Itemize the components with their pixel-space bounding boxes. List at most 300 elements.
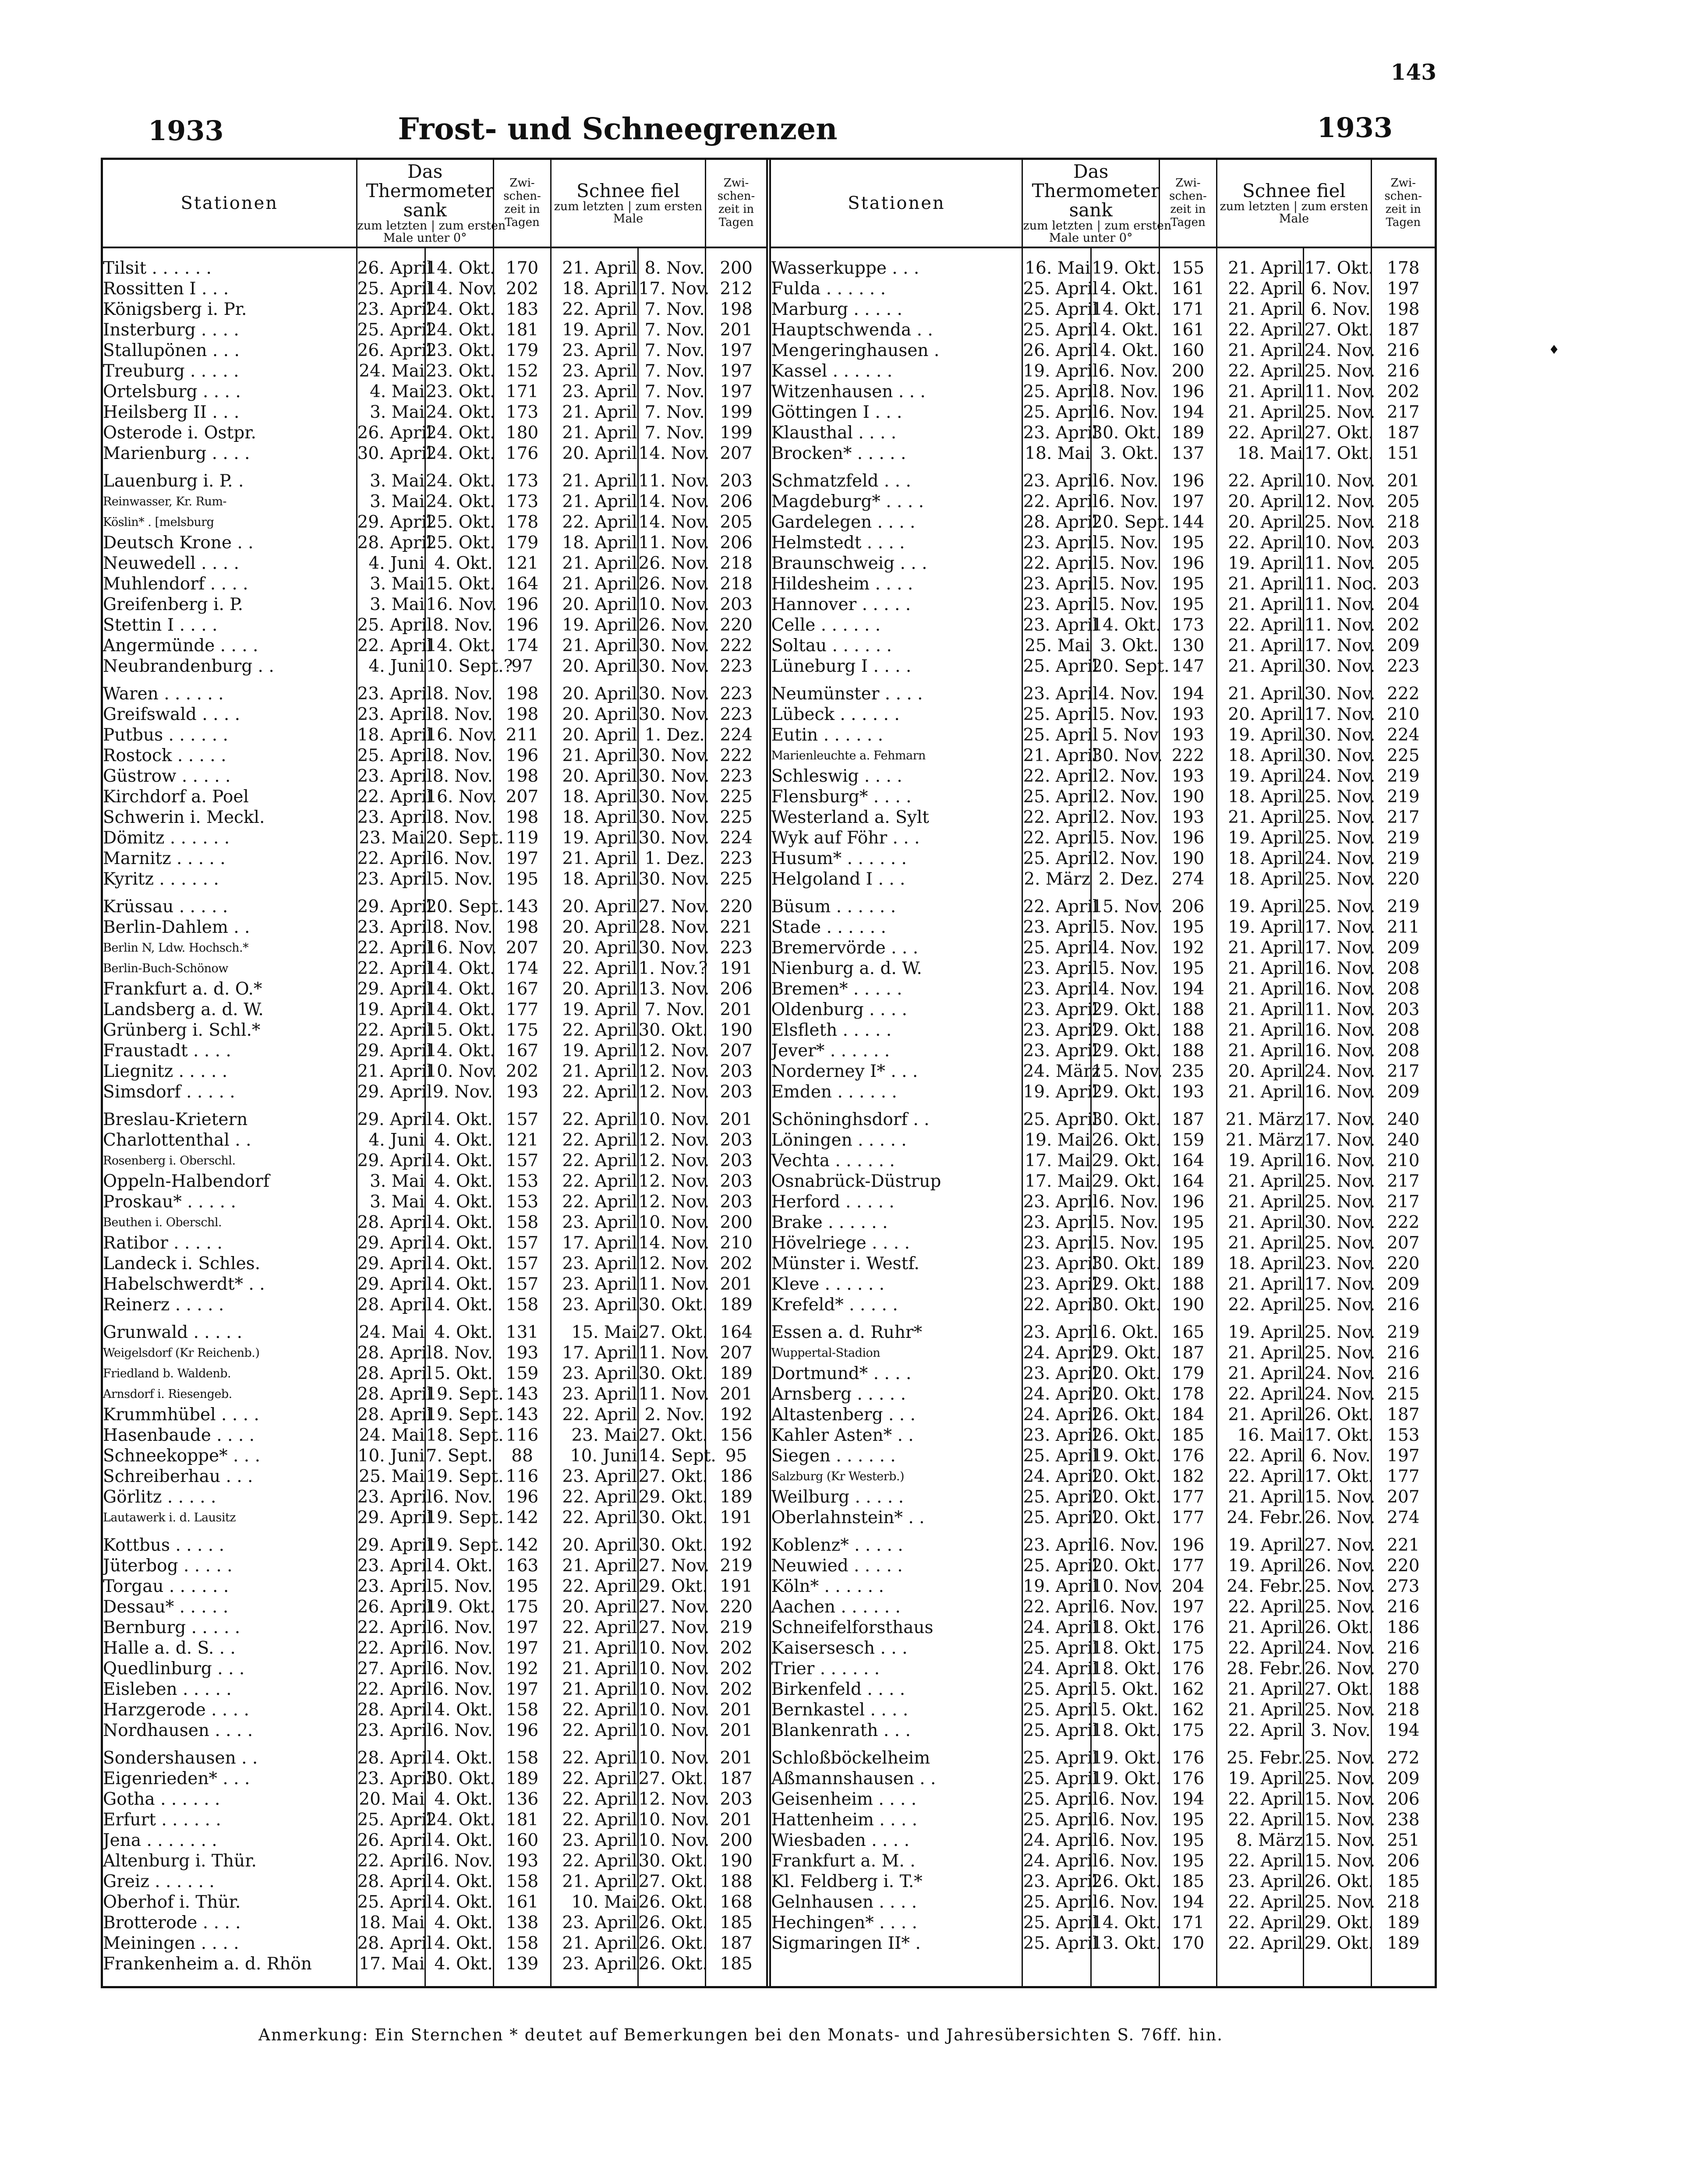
interval-days: 137 xyxy=(1159,443,1216,464)
sub-zuerst: zum ersten xyxy=(438,219,506,233)
thermo-last: 25. April xyxy=(1023,1789,1098,1809)
thermo-first: 5. Nov. xyxy=(425,869,494,889)
leader-dots: . . . . . . xyxy=(822,1213,888,1232)
sub-zuerst: zum ersten xyxy=(1301,199,1369,213)
snow-interval-days: 186 xyxy=(705,1466,769,1487)
snow-interval-days: 203 xyxy=(1387,574,1420,594)
station-name: Hasenbaude . . . . xyxy=(103,1425,357,1446)
station-name: Weigelsdorf (Kr Reichenb.) xyxy=(103,1343,357,1363)
leader-dots: . . . . xyxy=(196,705,240,724)
station-name: Koblenz* . . . . . xyxy=(769,1535,1022,1556)
interval-days: 181 xyxy=(493,320,551,340)
table-row xyxy=(103,1933,1435,1954)
snow-first: 10. Nov. xyxy=(638,1638,710,1658)
snow-interval-days: 203 xyxy=(705,1789,769,1810)
sub-zuletzt: zum letzten xyxy=(554,199,624,213)
thermo-last: 25. April xyxy=(1023,938,1098,958)
snow-first: 10. Nov. xyxy=(638,1748,710,1768)
snow-first: 11. Nov. xyxy=(1304,554,1376,573)
snow-interval-days: 216 xyxy=(1387,341,1420,360)
thermo-first: 5. Nov. xyxy=(425,1576,494,1597)
thermo-last: 17. Mai xyxy=(1022,1171,1091,1192)
station-name: Jena . . . . . . . xyxy=(103,1830,357,1851)
table-row xyxy=(103,1192,1435,1212)
leader-dots: . . . . . . xyxy=(155,1789,220,1809)
thermo-first: 15. Nov. xyxy=(1092,1062,1163,1081)
snow-last: 21. April xyxy=(1217,381,1304,402)
thermo-title: Das Thermometer sank xyxy=(1032,160,1160,221)
interval-days: 211 xyxy=(493,725,551,745)
thermo-first: 14. Nov. xyxy=(426,279,497,299)
interval-days: 158 xyxy=(493,1933,551,1954)
snow-first: 10. Nov. xyxy=(638,595,710,614)
snow-last: 21. April xyxy=(551,1658,638,1679)
snow-last: 22. April xyxy=(1217,1597,1304,1617)
table-row xyxy=(103,787,1435,807)
snow-last: 22. April xyxy=(1217,1638,1304,1658)
snow-first: 26. Nov. xyxy=(638,554,710,573)
station-name: Schöninghsdorf . . xyxy=(769,1109,1022,1130)
thermo-first: 30. Okt. xyxy=(1092,1110,1161,1129)
thermo-first: 15. Nov. xyxy=(1092,897,1163,917)
interval-days: 189 xyxy=(1159,1253,1216,1274)
leader-dots: . . . . xyxy=(873,1892,917,1912)
station-name: Weilburg . . . . . xyxy=(769,1487,1022,1507)
thermo-first: 30. Okt. xyxy=(1092,1254,1161,1274)
station-name: Kaisersesch . . . xyxy=(769,1638,1022,1658)
leader-dots: . . . . xyxy=(211,1425,255,1445)
leader-dots: . . . . xyxy=(872,512,916,532)
snow-first: 10. Nov. xyxy=(1304,533,1376,553)
station-name: Bremervörde . . . xyxy=(769,938,1022,958)
snow-first: 7. Nov. xyxy=(638,361,705,381)
snow-interval-days: 220 xyxy=(705,1597,769,1617)
interval-days: 184 xyxy=(1159,1404,1216,1425)
station-name: Wasserkuppe . . . xyxy=(769,258,1022,279)
table-row xyxy=(103,828,1435,848)
station-name: Hattenheim . . . . xyxy=(769,1810,1022,1830)
thermo-last: 23. April xyxy=(1023,959,1098,978)
interval-days: 198 xyxy=(493,684,551,704)
snow-first: 10. Nov. xyxy=(638,1810,710,1830)
snow-interval-days: 201 xyxy=(705,1810,769,1830)
snow-last: 23. April xyxy=(551,1274,638,1295)
snow-last: 24. Febr. xyxy=(1217,1507,1304,1528)
snow-first: 14. Nov. xyxy=(638,512,710,532)
thermo-last: 23. April xyxy=(357,869,432,889)
thermo-last: 23. April xyxy=(357,684,432,704)
station-name: Osterode i. Ostpr. xyxy=(103,423,357,443)
thermo-first: 6. Nov. xyxy=(425,1851,494,1871)
thermo-first: 24. Okt. xyxy=(426,402,495,422)
leader-dots: . . . . . xyxy=(173,897,228,917)
leader-dots: . . . . xyxy=(216,1405,259,1425)
thermo-last: 23. April xyxy=(1023,471,1098,491)
snow-interval-days: 203 xyxy=(1387,533,1420,553)
interval-days: 187 xyxy=(1159,1343,1216,1363)
snow-first: 30. Nov. xyxy=(638,828,710,848)
thermo-first: 30. Okt. xyxy=(426,1769,495,1789)
interval-days: 183 xyxy=(493,299,551,320)
station-name: Witzenhausen . . . xyxy=(769,381,1022,402)
snow-interval-days: 222 xyxy=(705,745,769,766)
thermo-first: 30. Nov. xyxy=(1092,746,1163,766)
sub-zuletzt: zum letzten xyxy=(1023,219,1093,233)
table-row xyxy=(103,1830,1435,1851)
thermo-last: 25. April xyxy=(1023,849,1098,868)
snow-interval-days: 197 xyxy=(1387,279,1420,299)
snow-last: 22. April xyxy=(1217,279,1304,299)
interval-days: 190 xyxy=(1159,1295,1216,1315)
snow-first: 10. Nov. xyxy=(638,1213,710,1232)
thermo-last: 22. April xyxy=(357,849,432,868)
snow-first: 24. Nov. xyxy=(1304,1384,1376,1404)
thermo-last: 25. April xyxy=(1023,1892,1098,1912)
thermo-first: 6. Nov. xyxy=(425,1617,494,1638)
table-row xyxy=(103,807,1435,828)
snow-interval-days: 191 xyxy=(705,958,769,979)
snow-last: 20. April xyxy=(1217,491,1304,512)
thermo-first: 24. Okt. xyxy=(426,423,495,443)
snow-last: 22. April xyxy=(551,1720,638,1741)
snow-first: 10. Nov. xyxy=(638,1721,710,1740)
snow-last: 18. April xyxy=(1217,1253,1304,1274)
thermo-first: 2. Nov. xyxy=(1091,766,1160,787)
snow-interval-days: 189 xyxy=(1387,1933,1420,1953)
snow-first: 27. Nov. xyxy=(1304,1535,1376,1555)
snow-last: 23. April xyxy=(551,1212,638,1233)
thermo-last: 22. April xyxy=(357,959,432,978)
thermo-last: 17. Mai xyxy=(357,1954,425,1974)
snow-last: 21. April xyxy=(1217,1192,1304,1212)
leader-dots: . . . xyxy=(217,1769,250,1789)
thermo-last: 25. April xyxy=(1023,1508,1098,1528)
interval-days: 197 xyxy=(493,1617,551,1638)
station-name: Dömitz . . . . . . xyxy=(103,828,357,848)
table-row xyxy=(103,1082,1435,1102)
snow-first: 25. Nov. xyxy=(1304,402,1376,422)
thermo-last: 28. April xyxy=(1023,512,1098,532)
table-row xyxy=(103,1212,1435,1233)
snow-first: 6. Nov. xyxy=(1304,279,1371,299)
thermo-first: 18. Okt. xyxy=(1092,1721,1161,1740)
interval-days: 198 xyxy=(493,766,551,787)
thermo-first: 15. Okt. xyxy=(426,574,495,594)
station-name: Kleve . . . . . . xyxy=(769,1274,1022,1295)
snow-last: 20. April xyxy=(551,766,638,787)
col-header-snow-left: Schnee fiel zum letzten | zum ersten Male xyxy=(551,160,706,247)
station-name: Gardelegen . . . . xyxy=(769,512,1022,533)
snow-interval-days: 178 xyxy=(1387,258,1420,278)
table-row xyxy=(103,1446,1435,1466)
col-header-zwischen2-right xyxy=(1371,160,1435,247)
snow-first: 12. Nov. xyxy=(638,1062,710,1081)
snow-first: 16. Nov. xyxy=(1304,1082,1376,1102)
snow-interval-days: 187 xyxy=(705,1768,769,1789)
snow-interval-days: 200 xyxy=(705,1830,769,1851)
table-row xyxy=(103,958,1435,979)
snow-last: 21. April xyxy=(1217,299,1304,320)
thermo-first: 8. Nov. xyxy=(425,615,494,635)
thermo-last: 23. April xyxy=(1023,1425,1098,1445)
thermo-last: 25. April xyxy=(1023,1810,1098,1830)
snow-last: 20. April xyxy=(551,917,638,938)
leader-dots: . . . . xyxy=(880,492,924,512)
thermo-first: 5. Nov. xyxy=(1091,704,1160,725)
thermo-first: 23. Okt. xyxy=(426,341,495,360)
interval-days: 176 xyxy=(1159,1446,1216,1466)
snow-interval-days: 219 xyxy=(1387,849,1420,868)
station-name: Norderney I* . . . xyxy=(769,1061,1022,1082)
snow-last: 20. April xyxy=(551,725,638,745)
snow-title: Schnee fiel xyxy=(576,180,680,201)
thermo-first: 29. Okt. xyxy=(1092,1343,1161,1363)
station-name: Quedlinburg . . . xyxy=(103,1658,357,1679)
interval-days: 157 xyxy=(493,1150,551,1171)
table-row xyxy=(103,1150,1435,1171)
station-name: Schneekoppe* . . . xyxy=(103,1446,357,1466)
snow-first: 8. Nov. xyxy=(638,258,705,279)
leader-dots: . . . . xyxy=(868,656,912,676)
snow-first: 12. Nov. xyxy=(638,1192,710,1212)
group-separator xyxy=(103,1528,1435,1535)
thermo-last: 29. April xyxy=(357,979,432,999)
station-name: Meiningen . . . . xyxy=(103,1933,357,1954)
snow-interval-days: 274 xyxy=(1387,1508,1420,1528)
leader-dots: . . . xyxy=(206,402,240,422)
snow-last: 22. April xyxy=(1217,1720,1304,1741)
snow-interval-days: 185 xyxy=(705,1954,769,1974)
leader-dots: . . . . xyxy=(195,554,239,573)
snow-interval-days: 218 xyxy=(1387,1700,1420,1720)
station-name: Trier . . . . . . xyxy=(769,1658,1022,1679)
zw4: Tagen xyxy=(1386,215,1421,229)
thermo-last: 25. April xyxy=(357,320,432,340)
snow-last: 22. April xyxy=(1217,1851,1304,1871)
snow-last: 23. Mai xyxy=(551,1425,638,1446)
snow-interval-days: 197 xyxy=(705,340,769,361)
snow-first: 23. Nov. xyxy=(1304,1254,1376,1274)
group-separator xyxy=(103,1315,1435,1322)
table-row xyxy=(103,1130,1435,1150)
table-row xyxy=(103,512,1435,533)
snow-interval-days: 219 xyxy=(1387,766,1420,786)
thermo-first: 16. Nov. xyxy=(426,595,497,614)
thermo-last: 23. April xyxy=(1023,1364,1098,1383)
interval-days: 194 xyxy=(1159,1789,1216,1810)
thermo-last: 25. April xyxy=(1023,279,1098,299)
station-name: Aachen . . . . . . xyxy=(769,1597,1022,1617)
thermo-first: 6. Nov. xyxy=(1091,1192,1160,1212)
interval-days: 197 xyxy=(1159,1597,1216,1617)
snow-interval-days: 189 xyxy=(705,1295,769,1315)
snow-interval-days: 209 xyxy=(1387,938,1420,958)
snow-first: 10. Nov. xyxy=(638,1700,710,1720)
snow-last: 21. April xyxy=(1217,1617,1304,1638)
station-name: Gotha . . . . . . xyxy=(103,1789,357,1810)
snow-interval-days: 216 xyxy=(1387,1295,1420,1315)
snow-interval-days: 216 xyxy=(1387,361,1420,381)
snow-first: 24. Nov. xyxy=(1304,1364,1376,1383)
table-row xyxy=(103,1638,1435,1658)
snow-first: 25. Nov. xyxy=(1304,869,1376,889)
thermo-last: 24. April xyxy=(1023,1405,1098,1425)
thermo-last: 22. April xyxy=(1023,766,1098,786)
interval-days: 195 xyxy=(1159,1810,1216,1830)
thermo-last: 29. April xyxy=(357,1110,432,1129)
station-name: Greifenberg i. P. xyxy=(103,594,357,615)
thermo-last: 23. April xyxy=(1023,423,1098,443)
thermo-first: 20. Okt. xyxy=(1092,1556,1161,1576)
thermo-first: 20. Okt. xyxy=(1092,1487,1161,1507)
snow-first: 25. Nov. xyxy=(1304,828,1376,848)
station-name: Kottbus . . . . . xyxy=(103,1535,357,1556)
station-name: Grunwald . . . . . xyxy=(103,1322,357,1343)
snow-interval-days: 168 xyxy=(705,1892,769,1912)
sub-zuletzt: zum letzten xyxy=(1220,199,1290,213)
station-name: Brotterode . . . . xyxy=(103,1912,357,1933)
snow-interval-days: 216 xyxy=(1387,1343,1420,1363)
interval-days: 158 xyxy=(493,1748,551,1768)
thermo-first: 10. Sept.? xyxy=(426,656,513,676)
leader-dots: . . . . xyxy=(187,1041,231,1061)
leader-dots: . . . xyxy=(893,382,926,402)
snow-first: 30. Nov. xyxy=(638,705,710,724)
thermo-first: 4. Okt. xyxy=(425,1295,494,1315)
thermo-last: 25. April xyxy=(1023,382,1098,402)
interval-days: 197 xyxy=(493,848,551,869)
snow-last: 17. April xyxy=(551,1233,638,1253)
thermo-last: 26. April xyxy=(357,423,432,443)
leader-dots: . . . . . xyxy=(848,300,902,319)
thermo-first: 6. Nov. xyxy=(1091,1789,1160,1810)
snow-interval-days: 201 xyxy=(705,1109,769,1130)
snow-last: 21. April xyxy=(551,1061,638,1082)
snow-first: 24. Nov. xyxy=(1304,1638,1376,1658)
thermo-last: 22. April xyxy=(1023,1597,1098,1617)
table-row xyxy=(103,1041,1435,1061)
station-name: Altenburg i. Thür. xyxy=(103,1851,357,1871)
thermo-first: 8. Nov. xyxy=(425,745,494,766)
col-header-thermo-right: Das Thermometer sank zum letzten | zum ersten Male unter 0° xyxy=(1022,160,1159,247)
thermo-first: 4. Okt. xyxy=(1091,340,1160,361)
thermo-first: 15. Okt. xyxy=(426,1020,495,1040)
thermo-last: 29. April xyxy=(357,1151,432,1171)
thermo-last: 25. April xyxy=(1023,402,1098,422)
station-name: Muhlendorf . . . . xyxy=(103,574,357,594)
leader-dots: . . . xyxy=(885,1062,918,1081)
thermo-last: 2. März xyxy=(1022,869,1091,889)
snow-interval-days: 220 xyxy=(1387,869,1420,889)
station-name: Schleswig . . . . xyxy=(769,766,1022,787)
snow-first: 12. Nov. xyxy=(1304,492,1376,512)
table-row xyxy=(103,615,1435,635)
snow-interval-days: 202 xyxy=(1387,382,1420,402)
interval-days: 196 xyxy=(1159,828,1216,848)
interval-days: 185 xyxy=(1159,1425,1216,1446)
snow-interval-days: 206 xyxy=(1387,1851,1420,1871)
station-name: Tilsit . . . . . . xyxy=(103,258,357,279)
snow-interval-days: 203 xyxy=(705,1192,769,1212)
snow-first: 24. Nov. xyxy=(1304,849,1376,868)
snow-interval-days: 185 xyxy=(1387,1872,1420,1891)
leader-dots: . . . . . . xyxy=(819,1274,885,1294)
station-name: Dortmund* . . . . xyxy=(769,1363,1022,1384)
station-name: Hauptschwenda . . xyxy=(769,320,1022,340)
interval-days: 196 xyxy=(1159,471,1216,491)
interval-days: 182 xyxy=(1159,1466,1216,1487)
interval-days: 196 xyxy=(493,1487,551,1507)
interval-days: 175 xyxy=(1159,1638,1216,1658)
snow-last: 10. Mai xyxy=(551,1892,638,1912)
leader-dots: . . . xyxy=(878,471,911,491)
snow-interval-days: 209 xyxy=(1387,636,1420,656)
snow-interval-days: 219 xyxy=(1387,828,1420,848)
station-name: Mengeringhausen . xyxy=(769,340,1022,361)
snow-first: 26. Okt. xyxy=(638,1892,708,1912)
interval-days: 161 xyxy=(1159,320,1216,340)
thermo-first: 26. Okt. xyxy=(1092,1405,1161,1425)
snow-first: 25. Nov. xyxy=(1304,1700,1376,1720)
snow-last: 20. April xyxy=(551,684,638,704)
thermo-last: 23. April xyxy=(1023,615,1098,635)
station-name: Kyritz . . . . . . xyxy=(103,869,357,889)
thermo-first: 13. Okt. xyxy=(1092,1933,1161,1953)
interval-days: 159 xyxy=(493,1363,551,1384)
snow-first: 3. Nov. xyxy=(1304,1720,1371,1741)
snow-last: 21. April xyxy=(1217,574,1304,594)
station-name: Halle a. d. S. . . xyxy=(103,1638,357,1658)
thermo-last: 25. April xyxy=(1023,300,1098,319)
col-header-thermo-left: Das Thermometer sank zum letzten | zum ersten Male unter 0° xyxy=(357,160,493,247)
leader-dots: . . . . . . xyxy=(146,258,212,278)
snow-interval-days: 201 xyxy=(1387,471,1420,491)
table-row xyxy=(103,594,1435,615)
interval-days: 195 xyxy=(1159,917,1216,938)
station-name: Blankenrath . . . xyxy=(769,1720,1022,1741)
snow-first: 30. Nov. xyxy=(638,787,710,807)
station-name: Kirchdorf a. Poel xyxy=(103,787,357,807)
snow-interval-days: 208 xyxy=(1387,959,1420,978)
thermo-first: 19. Sept. xyxy=(426,1405,504,1425)
station-name: Emden . . . . . . xyxy=(769,1082,1022,1102)
thermo-first: 8. Nov. xyxy=(425,1343,494,1363)
snow-first: 10. Nov. xyxy=(1304,471,1376,491)
thermo-last: 28. April xyxy=(357,1933,432,1953)
interval-days: 176 xyxy=(493,443,551,464)
snow-last: 21. April xyxy=(1217,1233,1304,1253)
snow-last: 19. April xyxy=(551,1041,638,1061)
station-name: Lübeck . . . . . . xyxy=(769,704,1022,725)
thermo-first: 14. Okt. xyxy=(426,636,495,656)
snow-last: 18. Mai xyxy=(1217,443,1304,464)
table-row xyxy=(103,1384,1435,1404)
snow-interval-days: 187 xyxy=(1387,1405,1420,1425)
footnote: Anmerkung: Ein Sternchen * deutet auf Bemerkungen bei den Monats- und Jahresübersichten S. 76ff. hin. xyxy=(258,2025,1223,2044)
snow-last: 19. April xyxy=(1217,766,1304,787)
snow-last: 16. Mai xyxy=(1217,1425,1304,1446)
group-separator xyxy=(103,889,1435,896)
thermo-first: 26. Okt. xyxy=(1092,1130,1161,1150)
interval-days: 188 xyxy=(1159,1041,1216,1061)
interval-days: 195 xyxy=(1159,1851,1216,1871)
thermo-first: 16. Nov. xyxy=(426,787,497,807)
leader-dots: . . . . . xyxy=(848,1556,903,1576)
thermo-first: 4. Okt. xyxy=(425,1322,494,1343)
sub-male0: Male unter 0° xyxy=(383,231,467,245)
snow-first: 24. Nov. xyxy=(1304,1062,1376,1081)
interval-days: 193 xyxy=(1159,704,1216,725)
